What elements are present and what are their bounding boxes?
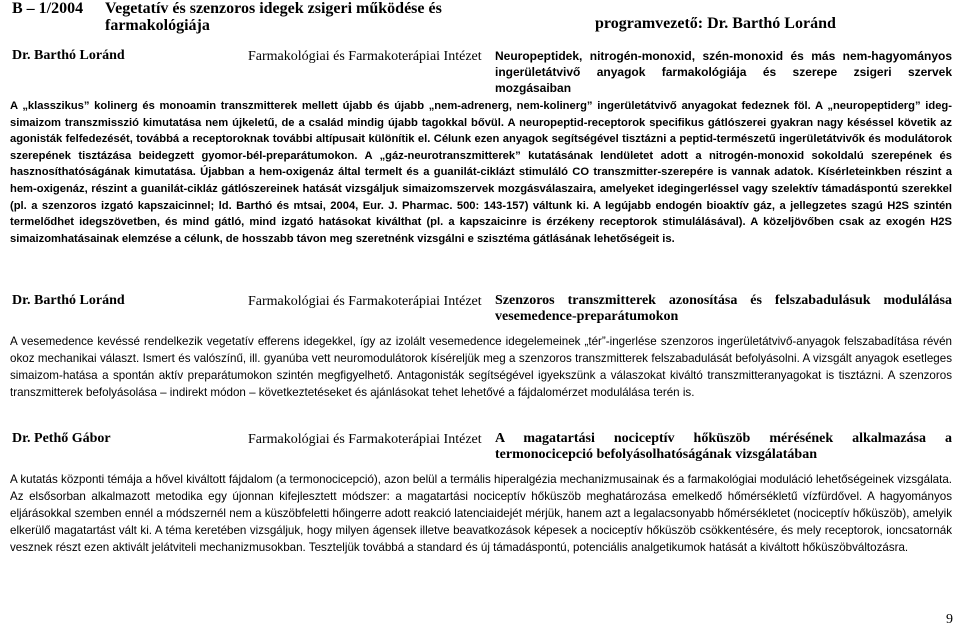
page-header bbox=[12, 0, 952, 38]
research-entry bbox=[10, 431, 952, 556]
program-code: B – 1/2004 bbox=[12, 0, 84, 17]
research-description: A „klasszikus” kolinerg és monoamin transzmitterek mellett újabb és újabb „nem-adrenerg, nem-kolinerg” ingerületátvivő anyagokat fedeznek föl. A „neuropeptiderg” ideg-simaizom transzmisszió kimutatása nem újkeletű, de a család mindig újabb tagokkal bővül. A neuropeptid-receptorok specifikus gátlószerei gyakran nagy késéssel követik az agonisták felfedezését, továbbá a receptoroknak további altípusait különítik el. Célunk ezen anyagok segítségével tisztázni a peptid-természetű ingerületátvivők és modulátorok szerepének tisztázása beidegzett gyomor-bél-preparátumokon. A „gáz-neurotranszmitterek” kutatásának lendületet adott a nitrogén-monoxid sokoldalú szerepének és hasznosíthatóságának kimutatása. Újabban a hem-oxigenáz által termelt és a guanilát-ciklázt stimuláló CO transzmitter-szerepére is vannak adatok. Kísérleteinkben részint a hem-oxigenáz, részint a guanilát-cikláz gátlószereinek hatását vizsgáljuk simaizomszervek mozgásválaszaira, amelyeket idegingerléssel vagy szelektív támadáspontú szerekkel (pl. a szenzoros izgató kapszaicinnel; ld. Barthó és mtsai, 2004, Eur. J. Pharmac. 500: 143-157) váltunk ki. A legújabb endogén bioaktív gáz, a jellegzetes szagú H2S szintén termelődhet idegszövetben, és mind gátló, mind izgató hatásokat kiválthat (pl. a kapszaicinre is érzékeny receptorok stimulálásával). A közeljövőben csak az exogén H2S simaizomhatásainak elemzése a célunk, de hosszabb távon meg szeretnénk vizsgálni e szisztéma gátlásának lehetőségeit is. bbox=[10, 100, 952, 245]
entry-header bbox=[10, 293, 952, 333]
page-number: 9 bbox=[946, 612, 953, 627]
research-description: A kutatás központi témája a hővel kiváltott fájdalom (a termonocicepció), azon belül a termális hiperalgézia mechanizmusainak és a farmakológiai moduláció lehetőségeinek vizsgálata. Az elsősorban alkalmazott metodika egy újonnan kifejlesztett módszer: a magatartási nociceptív hőküszöb meghatározása emelkedő hőmérsékletű vízfürdővel. A hagyományos eljárásokkal szemben ennél a módszernél nem a küszöbfeletti hőingerre adott reakció latenciaidejét mérjük, hanem azt a legalacsonyabb hőmérsékletet (nociceptív hőküszöb), amelyik elkerülő magatartást vált ki. A téma keretében vizsgáljuk, hogy milyen ágensek illetve beavatkozások képesek a nociceptív hőküszöb csökkentésére, és mely receptorok, ioncsatornák vesznek részt ezen aktivált jelátviteli mechanizmusokban. Teszteljük továbbá a standard és új támadáspontú, potenciális analgetikumok hatását a kiváltott hőküszöbváltozásra. bbox=[10, 473, 952, 554]
research-entry bbox=[10, 48, 952, 247]
program-leader: programvezető: Dr. Barthó Loránd bbox=[595, 15, 836, 32]
research-topic: Szenzoros transzmitterek azonosítása és felszabadulásuk modulálása vesemedence-preparátumokon bbox=[495, 293, 952, 324]
researcher-name: Dr. Pethő Gábor bbox=[12, 431, 111, 446]
research-topic: Neuropeptidek, nitrogén-monoxid, szén-monoxid és más nem-hagyományos ingerületátvivő anyagok farmakológiája és szerepe zsigeri szervek mozgásaiban bbox=[495, 49, 952, 95]
research-topic: A magatartási nociceptív hőküszöb mérésének alkalmazása a termonocicepció befolyásolhatóságának vizsgálatában bbox=[495, 431, 952, 462]
institute-name: Farmakológiai és Farmakoterápiai Intézet bbox=[248, 294, 482, 309]
entry-header bbox=[10, 431, 952, 471]
research-entry bbox=[10, 293, 952, 401]
researcher-name: Dr. Barthó Loránd bbox=[12, 48, 125, 63]
researcher-name: Dr. Barthó Loránd bbox=[12, 293, 125, 308]
program-title: Vegetatív és szenzoros idegek zsigeri működése és farmakológiája bbox=[105, 0, 442, 34]
research-description: A vesemedence kevéssé rendelkezik vegetatív efferens idegekkel, így az izolált vesemedence idegelemeinek „tér”-ingerlése szenzoros ingerületátvivő-anyagok felszabadítása révén okoz mechanikai választ. Ismert és valószínű, ill. gyanúba vett neuromodulátorok kíséreljük meg a szenzoros transzmitterek felszabadulását befolyásolni. A vizsgált anyagok esetleges simaizom-hatása a spontán aktív preparátumokon szintén megfigyelhető. Antagonisták segítségével igyekszünk a válaszokat kiváltó transzmitteranyagokat is tisztázni. A szenzoros transzmitterek befolyásolása – indirekt módon – következtetéseket és ajánlásokat tehet lehetővé a fájdalomérzet modulálása terén is. bbox=[10, 335, 952, 399]
institute-name: Farmakológiai és Farmakoterápiai Intézet bbox=[248, 49, 482, 64]
institute-name: Farmakológiai és Farmakoterápiai Intézet bbox=[248, 432, 482, 447]
entry-header bbox=[10, 48, 952, 98]
